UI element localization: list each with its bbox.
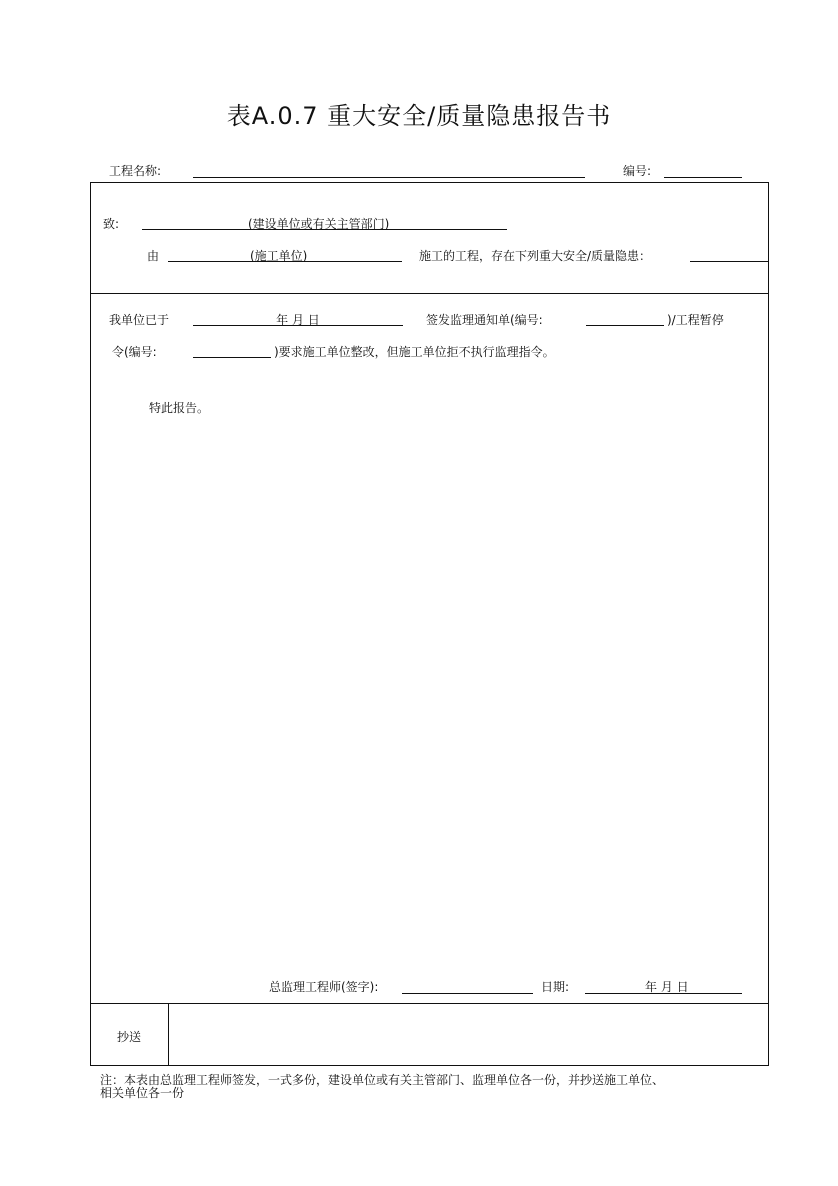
notice-number-label: 签发监理通知单(编号: xyxy=(426,313,543,327)
copy-to-divider xyxy=(168,1003,169,1066)
project-name-underline xyxy=(193,177,585,178)
section2-divider xyxy=(90,1003,769,1004)
issued-date-underline[interactable] xyxy=(193,325,403,326)
issued-date: 年 月 日 xyxy=(276,313,320,327)
order-number-label: 令(编号: xyxy=(112,345,157,359)
hazard-underline[interactable] xyxy=(690,261,769,262)
signature-underline[interactable] xyxy=(402,993,533,994)
footnote-line-2: 相关单位各一份 xyxy=(100,1086,185,1100)
copy-to-label: 抄送 xyxy=(116,1030,141,1044)
section1-divider xyxy=(90,293,769,294)
closing-text: 特此报告。 xyxy=(149,401,210,415)
from-hint: (施工单位) xyxy=(250,249,308,263)
to-underline[interactable] xyxy=(142,229,507,230)
signature-date: 年 月 日 xyxy=(645,980,689,994)
rectification-text: )要求施工单位整改，但施工单位拒不执行监理指令。 xyxy=(274,345,555,359)
chief-engineer-signature-label: 总监理工程师(签字): xyxy=(269,980,379,994)
to-hint: (建设单位或有关主管部门) xyxy=(248,217,390,231)
page-title: 表A.0.7 重大安全/质量隐患报告书 xyxy=(226,102,612,130)
signature-date-label: 日期: xyxy=(541,980,570,994)
from-label: 由 xyxy=(147,249,160,263)
signature-date-underline[interactable] xyxy=(585,993,742,994)
number-underline xyxy=(664,177,742,178)
hazard-statement: 施工的工程，存在下列重大安全/质量隐患： xyxy=(419,249,652,263)
from-underline[interactable] xyxy=(168,261,402,262)
footnote-line-1: 注：本表由总监理工程师签发，一式多份，建设单位或有关主管部门、监理单位各一份，并抄送施工单位、 xyxy=(100,1073,665,1087)
to-label: 致: xyxy=(103,217,120,231)
notice-number-underline[interactable] xyxy=(586,325,664,326)
number-label: 编号: xyxy=(623,164,652,178)
issued-on-label: 我单位已于 xyxy=(109,313,170,327)
order-number-underline[interactable] xyxy=(193,357,271,358)
suspension-label: )/工程暂停 xyxy=(667,313,724,327)
project-name-label: 工程名称: xyxy=(109,164,162,178)
